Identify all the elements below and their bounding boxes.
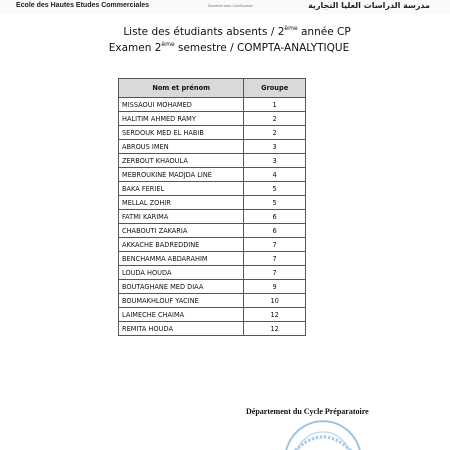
table-row xyxy=(119,154,306,168)
table-row xyxy=(119,252,306,266)
student-name-cell: BENCHAMMA ABDARAHIM xyxy=(119,252,244,266)
student-group-cell: 6 xyxy=(244,210,306,224)
student-name-cell: MISSAOUI MOHAMED xyxy=(119,98,244,112)
table-body xyxy=(119,98,306,336)
school-name-french: Ecole des Hautes Etudes Commerciales xyxy=(16,2,150,9)
table-row xyxy=(119,280,306,294)
school-name-arabic: مدرسة الدراسات العليا التجارية xyxy=(308,1,430,10)
student-group-cell: 1 xyxy=(244,98,306,112)
document-title-line2: Examen 2ème semestre / COMPTA-ANALYTIQUE xyxy=(108,41,350,54)
table-row xyxy=(119,224,306,238)
student-name-cell: FATMI KARIMA xyxy=(119,210,244,224)
student-name-cell: BOUMAKHLOUF YACINE xyxy=(119,294,244,308)
table-row xyxy=(119,322,306,336)
student-name-cell: BAKA FERIEL xyxy=(119,182,244,196)
table-row xyxy=(119,294,306,308)
scanner-watermark: Numérisé avec CamScanner xyxy=(208,4,253,8)
student-name-cell: LAIMECHE CHAIMA xyxy=(119,308,244,322)
table-row xyxy=(119,126,306,140)
student-name-cell: SERDOUK MED EL HABIB xyxy=(119,126,244,140)
department-signature: Département du Cycle Préparatoire xyxy=(246,407,369,416)
student-name-cell: CHABOUTI ZAKARIA xyxy=(119,224,244,238)
student-name-cell: HALITIM AHMED RAMY xyxy=(119,112,244,126)
student-group-cell: 4 xyxy=(244,168,306,182)
table-row xyxy=(119,210,306,224)
student-name-cell: MELLAL ZOHIR xyxy=(119,196,244,210)
student-group-cell: 7 xyxy=(244,266,306,280)
table-row xyxy=(119,182,306,196)
student-name-cell: LOUDA HOUDA xyxy=(119,266,244,280)
student-name-cell: ZERBOUT KHAOULA xyxy=(119,154,244,168)
student-group-cell: 9 xyxy=(244,280,306,294)
student-group-cell: 12 xyxy=(244,308,306,322)
table-row xyxy=(119,308,306,322)
table-row xyxy=(119,112,306,126)
column-header-group: Groupe xyxy=(244,79,306,98)
student-group-cell: 2 xyxy=(244,112,306,126)
table-row xyxy=(119,266,306,280)
student-name-cell: REMITA HOUDA xyxy=(119,322,244,336)
table-row xyxy=(119,168,306,182)
table-row xyxy=(119,196,306,210)
table-header-row xyxy=(119,79,306,98)
student-group-cell: 7 xyxy=(244,238,306,252)
document-title-line1: Liste des étudiants absents / 2ème année CP xyxy=(123,25,351,38)
student-group-cell: 2 xyxy=(244,126,306,140)
absent-students-table xyxy=(118,78,306,336)
student-name-cell: AKKACHE BADREDDINE xyxy=(119,238,244,252)
student-group-cell: 7 xyxy=(244,252,306,266)
student-group-cell: 3 xyxy=(244,140,306,154)
official-stamp xyxy=(282,418,364,450)
table-row xyxy=(119,98,306,112)
student-group-cell: 10 xyxy=(244,294,306,308)
column-header-name: Nom et prénom xyxy=(119,79,244,98)
table-row xyxy=(119,238,306,252)
student-group-cell: 5 xyxy=(244,182,306,196)
student-name-cell: ABROUS IMEN xyxy=(119,140,244,154)
student-name-cell: BOUTAGHANE MED DIAA xyxy=(119,280,244,294)
student-group-cell: 6 xyxy=(244,224,306,238)
student-group-cell: 12 xyxy=(244,322,306,336)
student-group-cell: 5 xyxy=(244,196,306,210)
student-name-cell: MEBROUKINE MADJDA LINE xyxy=(119,168,244,182)
student-group-cell: 3 xyxy=(244,154,306,168)
table-row xyxy=(119,140,306,154)
